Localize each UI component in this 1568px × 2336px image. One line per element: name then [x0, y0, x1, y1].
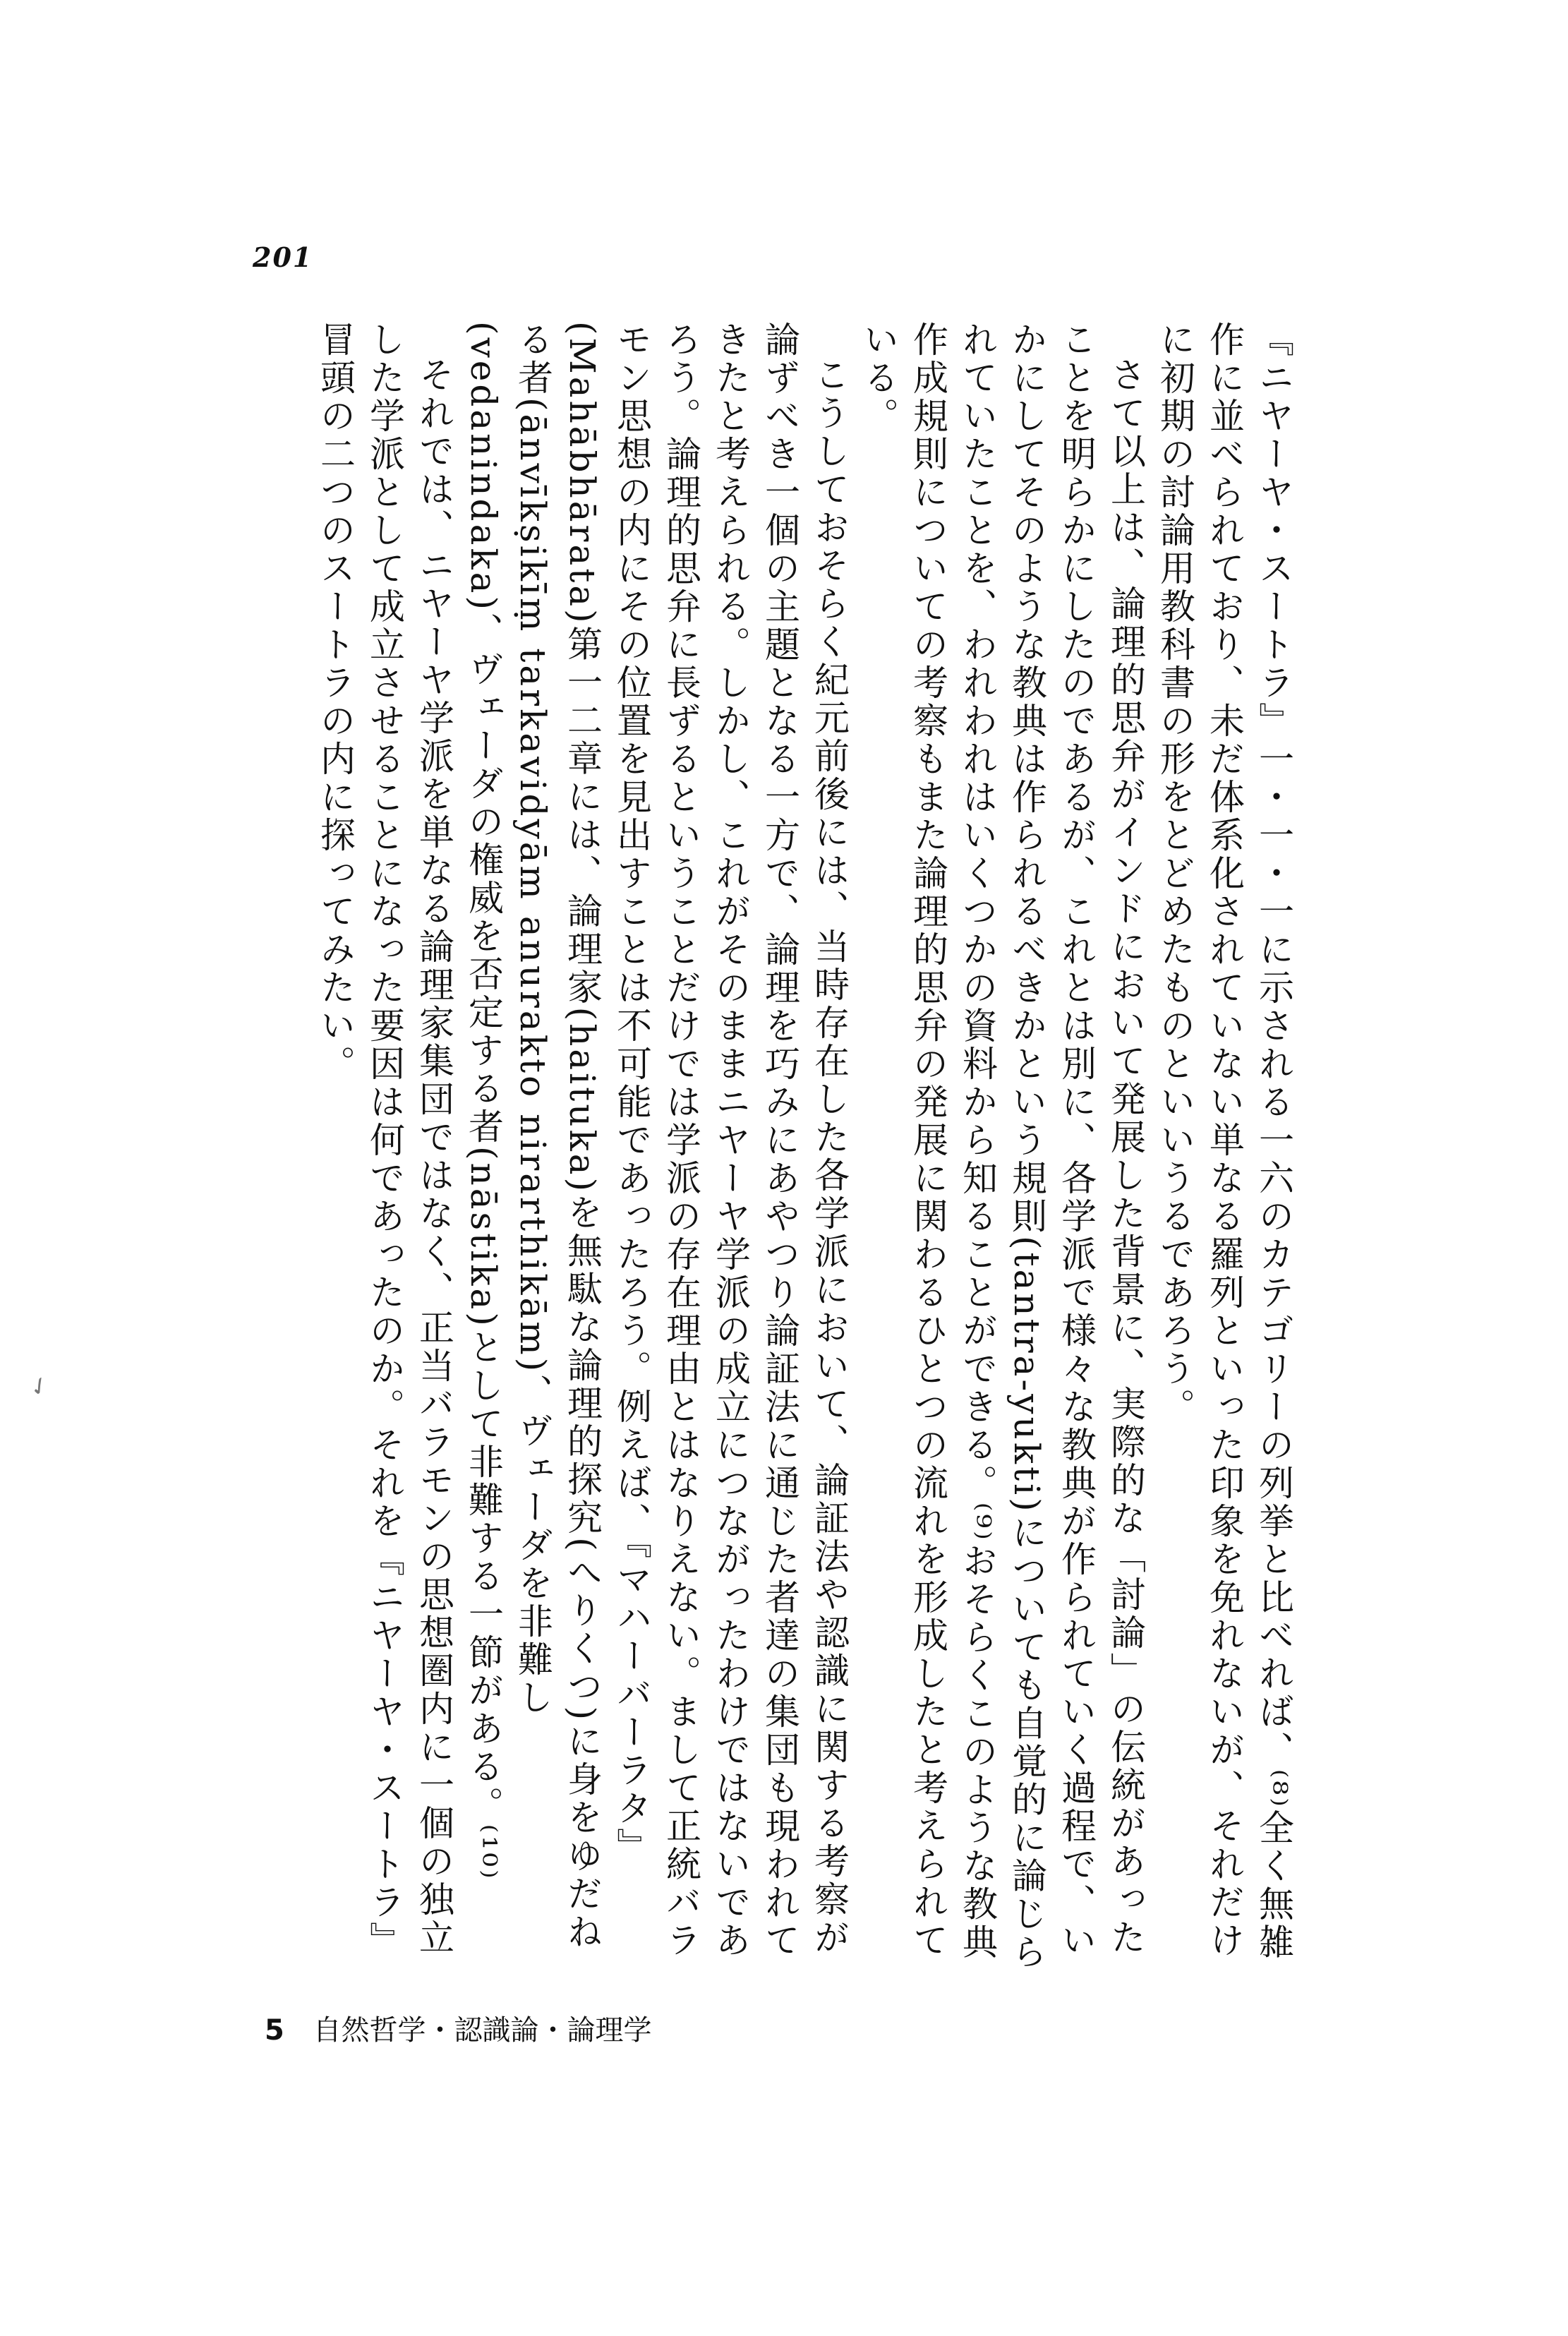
section-title: 自然哲学・認識論・論理学 [313, 2014, 652, 2047]
section-number: 5 [265, 2014, 284, 2047]
paragraph-1: 『ニヤーヤ・スートラ』一・一・一に示される一六のカテゴリーの列挙と比べれば、⁽⁸⁾全く無雑作に並べられており、未だ体系化されていない単なる羅列といった印象を免れないが、それだけに初期の討論用教科書の形をとどめたものといいうるであろう。 [1154, 321, 1294, 1962]
paragraph-3: こうしておそらく紀元前後には、当時存在した各学派において、論証法や認識に関する考察が論ずべき一個の主題となる一方で、論理を巧みにあやつり論証法に通じた者達の集団も現われてきたと考えられる。しかし、これがそのままニヤーヤ学派の成立につながったわけではないであろう。論理的思弁に長ずるということだけでは学派の存在理由とはなりえない。まして正統バラモン思想の内にその位置を見出すことは不可能であったろう。例えば、『マハーバーラタ』(Mahābhārata)第一二章には、論理家(haituka)を無駄な論理的探究(へりくつ)に身をゆだねる者(ānvīkṣikīṃ tarkavidyām anurakto nirarthikām)、ヴェーダを非難し(vedanindaka)、ヴェーダの権威を否定する者(nāstika)として非難する一節がある。⁽¹⁰⁾ [463, 321, 850, 1960]
body-text [198, 321, 1298, 1987]
section-footer [265, 2008, 652, 2048]
paragraph-2: さて以上は、論理的思弁がインドにおいて発展した背景に、実際的な「討論」の伝統があったことを明らかにしたのであるが、これとは別に、各学派で様々な教典が作られていく過程で、いかにしてそのような教典は作られるべきかという規則(tantra-yukti)についても自覚的に論じられていたことを、われわれはいくつかの資料から知ることができる。⁽⁹⁾おそらくこのような教典作成規則についての考察もまた論理的思弁の発展に関わるひとつの流れを形成したと考えられている。 [858, 321, 1146, 1972]
scan-mark-icon: ✓ [23, 1369, 56, 1404]
paragraph-4: それでは、ニヤーヤ学派を単なる論理家集団ではなく、正当バラモンの思想圏内に一個の独立した学派として成立させることになった要因は何であったのか。それを『ニヤーヤ・スートラ』冒頭の二つのスートラの内に探ってみたい。 [315, 321, 454, 1960]
page-number: 201 [253, 241, 313, 273]
